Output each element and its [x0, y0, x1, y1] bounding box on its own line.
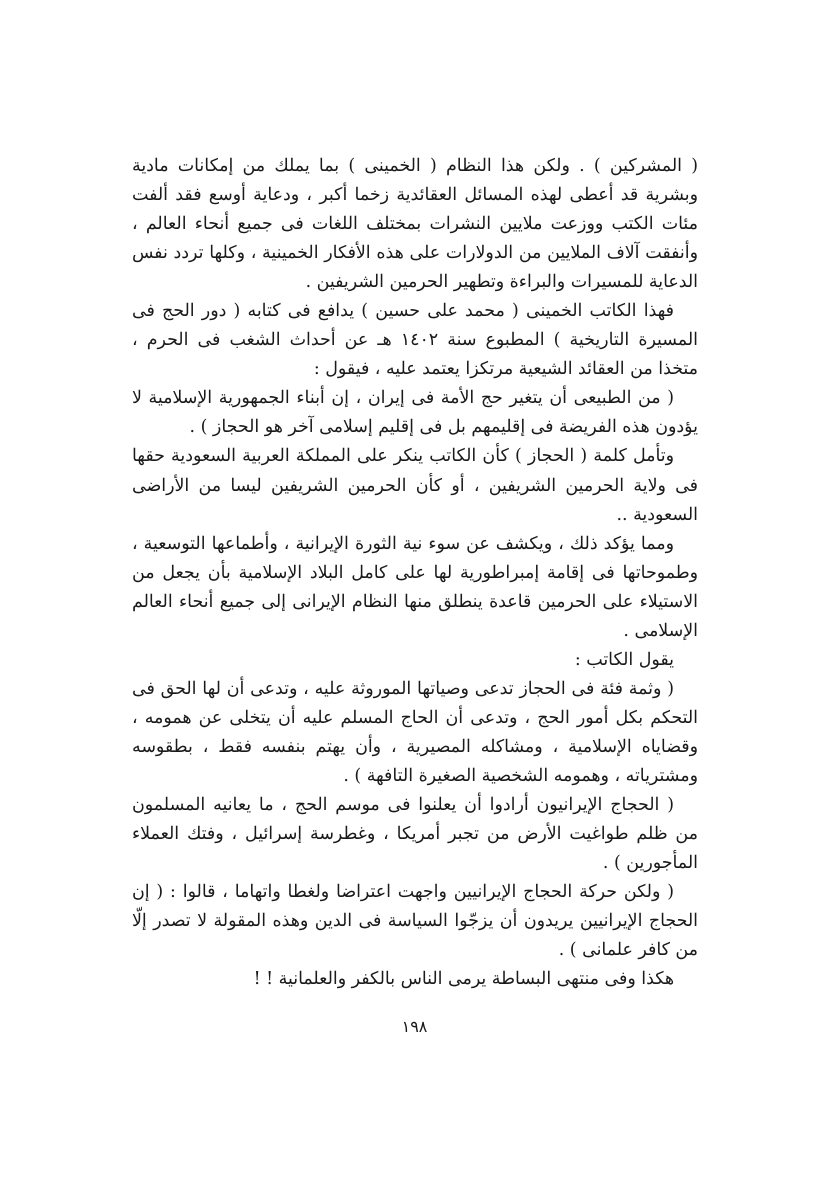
paragraph-2: فهذا الكاتب الخمينى ( محمد على حسين ) يدافع فى كتابه ( دور الحج فى المسيرة التاريخية ) المطبوع سنة ١٤٠٢ هـ عن أحداث الشغب فى الحرم ، متخذا من العقائد الشيعية مرتكزا يعتمد عليه ، فيقول :	[132, 301, 698, 380]
paragraph-5: ومما يؤكد ذلك ، ويكشف عن سوء نية الثورة الإيرانية ، وأطماعها التوسعية ، وطموحاتها فى إقامة إمبراطورية لها على كامل البلاد الإسلامية بأن يجعل من الاستيلاء على الحرمين قاعدة ينطلق منها النظام الإيرانى إلى جميع أنحاء العالم الإسلامى .	[132, 533, 698, 641]
paragraph-3: ( من الطبيعى أن يتغير حج الأمة فى إيران ، إن أبناء الجمهورية الإسلامية لا يؤدون هذه الفريضة فى إقليمهم بل فى إقليم إسلامى آخر هو الحجاز ) .	[132, 388, 698, 438]
page-number: ١٩٨	[401, 1017, 428, 1036]
paragraph-9: ( ولكن حركة الحجاج الإيرانيين واجهت اعتراضا ولغطا واتهاما ، قالوا : ( إن الحجاج الإيرانيين يريدون أن يزجّوا السياسة فى الدين وهذه المقولة لا تصدر إلّا من كافر علمانى ) .	[132, 882, 698, 961]
paragraph-4: وتأمل كلمة ( الحجاز ) كأن الكاتب ينكر على المملكة العربية السعودية حقها فى ولاية الحرمين الشريفين ، أو كأن الحرمين الشريفين ليسا من الأراضى السعودية ..	[132, 446, 698, 525]
paragraph-6: يقول الكاتب :	[574, 649, 674, 670]
paragraph-1: ( المشركين ) . ولكن هذا النظام ( الخمينى ) بما يملك من إمكانات مادية وبشرية قد أعطى لهذه المسائل العقائدية زخما أكبر ، ودعاية أوسع فقد ألفت مئات الكتب ووزعت ملايين النشرات بمختلف اللغات فى جميع أنحاء العالم ، وأنفقت آلاف الملايين من الدولارات على هذه الأفكار الخمينية ، وكلها تردد نفس الدعاية للمسيرات والبراءة وتطهير الحرمين الشريفين .	[132, 156, 698, 293]
body-text	[132, 152, 698, 994]
paragraph-7: ( وثمة فئة فى الحجاز تدعى وصياتها الموروثة عليه ، وتدعى أن لها الحق فى التحكم بكل أمور الحج ، وتدعى أن الحاج المسلم عليه أن يتخلى عن همومه ، وقضاياه الإسلامية ، ومشاكله المصيرية ، وأن يهتم بنفسه فقط ، بطقوسه ومشترياته ، وهمومه الشخصية الصغيرة التافهة ) .	[132, 678, 698, 786]
paragraph-10: هكذا وفى منتهى البساطة يرمى الناس بالكفر والعلمانية ! !	[253, 969, 674, 990]
paragraph-8: ( الحجاج الإيرانيون أرادوا أن يعلنوا فى موسم الحج ، ما يعانيه المسلمون من ظلم طواغيت الأرض من تجبر أمريكا ، وغطرسة إسرائيل ، وفتك العملاء المأجورين ) .	[132, 795, 698, 874]
